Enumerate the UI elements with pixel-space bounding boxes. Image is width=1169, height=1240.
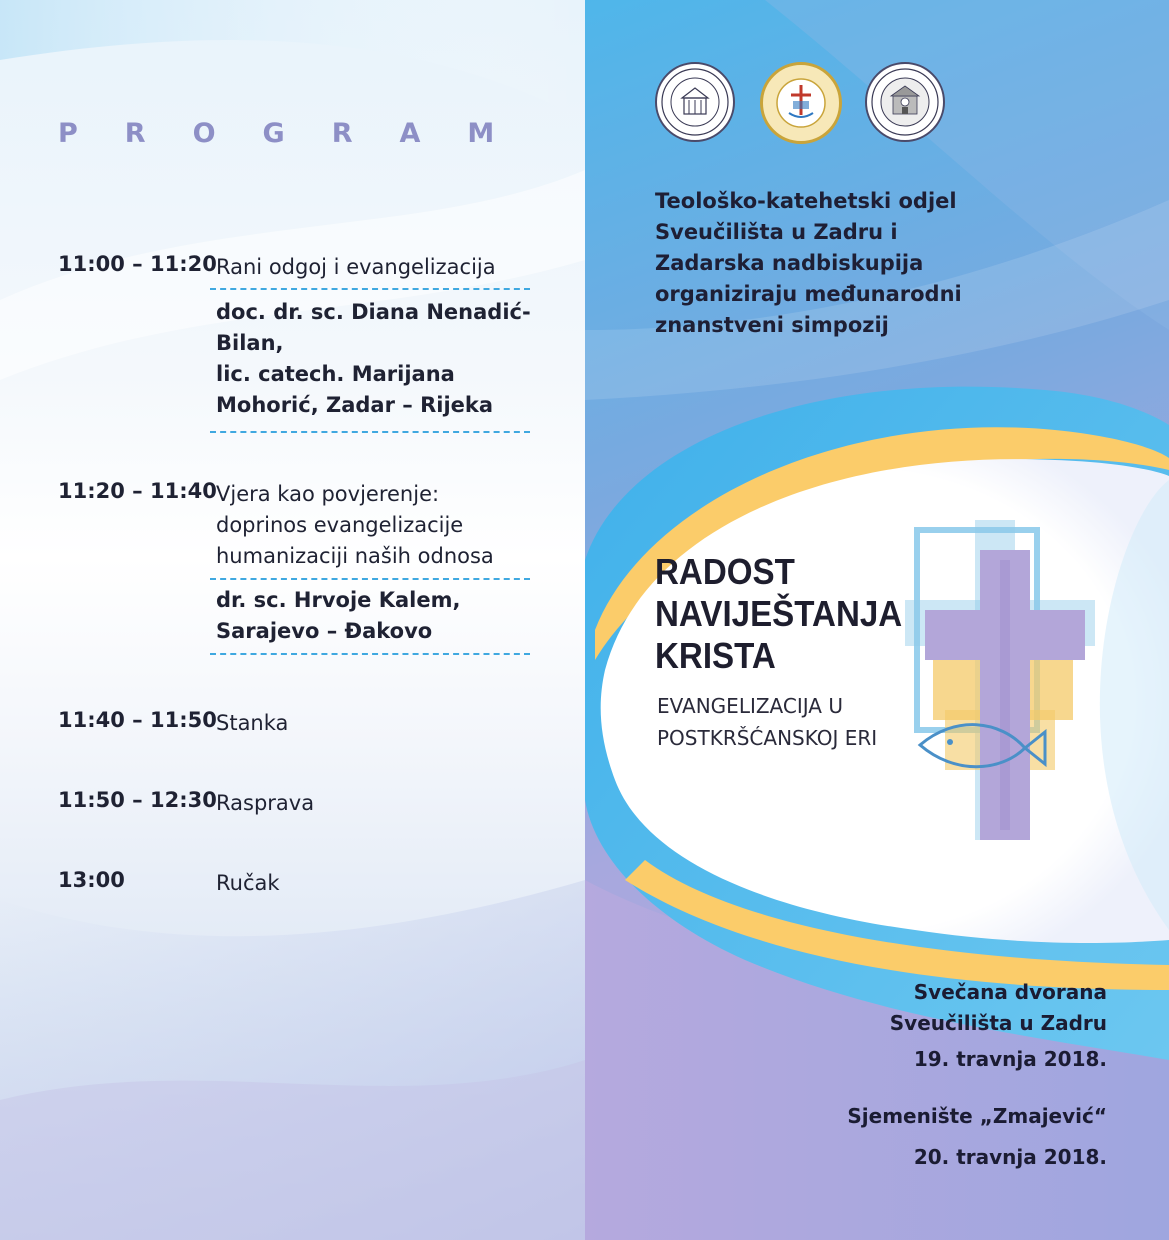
symposium-subtitle: EVANGELIZACIJA U POSTKRŠĆANSKOJ ERI: [657, 694, 878, 750]
theological-catechetical-department-seal-icon: [760, 62, 842, 144]
venue-2: Sjemenište „Zmajević“: [847, 1104, 1107, 1128]
dashed-divider: [210, 653, 530, 655]
archdiocese-of-zadar-seal-icon: [865, 62, 945, 142]
dashed-divider: [210, 431, 530, 433]
entry-topic: Ručak: [216, 871, 280, 895]
cover-panel: [585, 0, 1169, 1240]
entry-topic: Vjera kao povjerenje: doprinos evangelizacije humanizaciji naših odnosa: [216, 482, 494, 568]
entry-time: 11:00 – 11:20: [58, 252, 217, 276]
organizers-text: Teološko-katehetski odjel Sveučilišta u Zadru i Zadarska nadbiskupija organiziraju međunarodni znanstveni simpozij: [655, 189, 962, 337]
entry-topic: Rani odgoj i evangelizacija: [216, 255, 496, 279]
symposium-title: RADOST NAVIJEŠTANJA KRISTA: [655, 551, 903, 676]
date-1: 19. travnja 2018.: [913, 1047, 1107, 1071]
venue-1: Svečana dvorana Sveučilišta u Zadru: [889, 980, 1107, 1035]
entry-time: 11:50 – 12:30: [58, 788, 217, 812]
entry-time: 13:00: [58, 868, 125, 892]
organizer-logos: [655, 62, 965, 142]
entry-time: 11:40 – 11:50: [58, 708, 217, 732]
entry-speaker: doc. dr. sc. Diana Nenadić- Bilan, lic. catech. Marijana Mohorić, Zadar – Rijeka: [216, 300, 531, 417]
entry-time: 11:20 – 11:40: [58, 479, 217, 503]
date-2: 20. travnja 2018.: [913, 1145, 1107, 1169]
university-of-zadar-seal-icon: [655, 62, 735, 142]
program-heading: PROGRAM: [58, 118, 542, 149]
painted-cross-icon: [905, 520, 1105, 850]
dashed-divider: [210, 288, 530, 290]
entry-topic: Stanka: [216, 711, 289, 735]
entry-speaker: dr. sc. Hrvoje Kalem, Sarajevo – Đakovo: [216, 588, 461, 643]
entry-topic: Rasprava: [216, 791, 315, 815]
dashed-divider: [210, 578, 530, 580]
